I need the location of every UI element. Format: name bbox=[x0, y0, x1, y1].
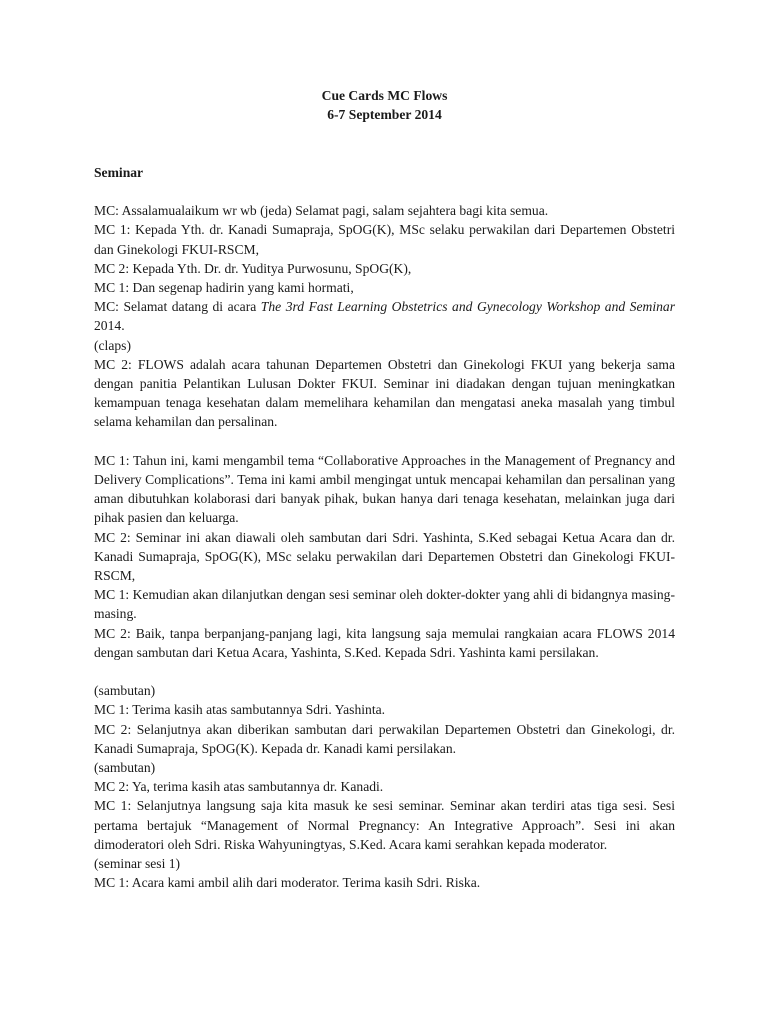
stage-direction: (sambutan) bbox=[94, 683, 156, 699]
script-line: MC 2: Kepada Yth. Dr. dr. Yuditya Purwosunu, SpOG(K), bbox=[94, 260, 412, 276]
welcome-year: 2014. bbox=[94, 318, 125, 334]
script-line: MC 2: Seminar ini akan diawali oleh sambutan dari Sdri. Yashinta, S.Ked sebagai Ketua Acara dan dr. Kanadi Sumapraja, SpOG(K), MSc selaku perwakilan dari Departemen Obstetri dan Ginekologi FKUI-RSCM, bbox=[94, 529, 675, 584]
welcome-text: MC: Selamat datang di acara bbox=[94, 299, 261, 315]
event-name: The 3rd Fast Learning Obstetrics and Gynecology Workshop and Seminar bbox=[260, 299, 675, 315]
script-line: MC: Assalamualaikum wr wb (jeda) Selamat pagi, salam sejahtera bagi kita semua. bbox=[94, 203, 549, 219]
script-line: MC 1: Acara kami ambil alih dari moderator. Terima kasih Sdri. Riska. bbox=[94, 875, 481, 891]
spacer bbox=[94, 662, 675, 681]
script-line: MC 2: Ya, terima kasih atas sambutannya dr. Kanadi. bbox=[94, 779, 384, 795]
script-line-welcome bbox=[94, 297, 675, 335]
document-page bbox=[94, 86, 675, 892]
section-heading: Seminar bbox=[94, 164, 144, 180]
spacer bbox=[94, 124, 675, 162]
script-line: MC 2: Baik, tanpa berpanjang-panjang lagi, kita langsung saja memulai rangkaian acara FLOWS 2014 dengan sambutan dari Ketua Acara, Yashinta, S.Ked. Kepada Sdri. Yashinta kami persilakan. bbox=[94, 625, 675, 660]
document-title: Cue Cards MC Flows bbox=[321, 88, 448, 103]
script-line: MC 2: FLOWS adalah acara tahunan Departemen Obstetri dan Ginekologi FKUI yang bekerja sama dengan panitia Pelantikan Lulusan Dokter FKUI. Seminar ini diadakan dengan tujuan meningkatkan kemampuan tenaga kesehatan dalam memelihara kehamilan dan mengatasi aneka masalah yang timbul selama kehamilan dan persalinan. bbox=[94, 356, 675, 430]
stage-direction: (seminar sesi 1) bbox=[94, 856, 181, 872]
script-line: MC 1: Terima kasih atas sambutannya Sdri. Yashinta. bbox=[94, 702, 386, 718]
document-date: 6-7 September 2014 bbox=[327, 107, 442, 123]
script-line: MC 1: Tahun ini, kami mengambil tema “Collaborative Approaches in the Management of Pregnancy and Delivery Complications”. Tema ini kami ambil mengingat untuk mencapai kehamilan dan persalinan yang aman dibutuhkan kolaborasi dari banyak pihak, bukan hanya dari tenaga kesehatan, melainkan juga dari pihak pasien dan keluarga. bbox=[94, 452, 675, 526]
spacer bbox=[94, 182, 675, 201]
spacer bbox=[94, 432, 675, 451]
script-line: MC 2: Selanjutnya akan diberikan sambutan dari perwakilan Departemen Obstetri dan Ginekologi, dr. Kanadi Sumapraja, SpOG(K). Kepada dr. Kanadi kami persilakan. bbox=[94, 721, 675, 756]
script-line: MC 1: Kemudian akan dilanjutkan dengan sesi seminar oleh dokter-dokter yang ahli di bidangnya masing-masing. bbox=[94, 587, 675, 622]
script-line: MC 1: Selanjutnya langsung saja kita masuk ke sesi seminar. Seminar akan terdiri atas tiga sesi. Sesi pertama bertajuk “Management of Normal Pregnancy: An Integrative Approach”. Sesi ini akan dimoderatori oleh Sdri. Riska Wahyuningtyas, S.Ked. Acara kami serahkan kepada moderator. bbox=[94, 798, 675, 852]
script-line: MC 1: Kepada Yth. dr. Kanadi Sumapraja, SpOG(K), MSc selaku perwakilan dari Departemen Obstetri dan Ginekologi FKUI-RSCM, bbox=[94, 222, 675, 257]
script-line: MC 1: Dan segenap hadirin yang kami hormati, bbox=[94, 280, 354, 295]
stage-direction: (sambutan) bbox=[94, 760, 156, 776]
stage-direction: (claps) bbox=[94, 337, 131, 353]
